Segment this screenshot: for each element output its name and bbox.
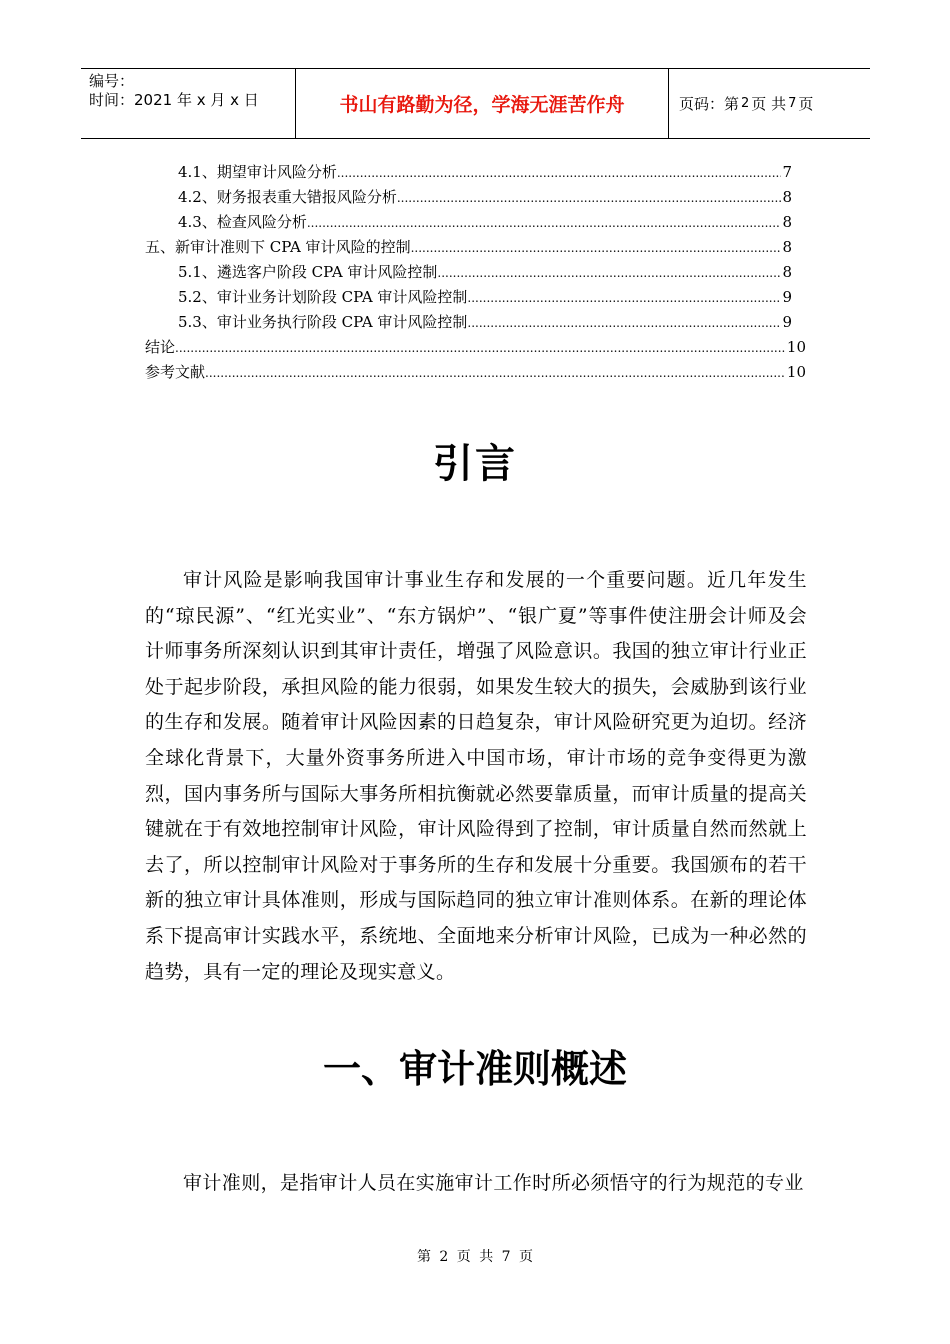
- toc-entry[interactable]: [145, 260, 806, 285]
- header-page-total: 7: [788, 96, 797, 111]
- header-date: 时间：2021 年 x 月 x 日: [89, 91, 259, 109]
- toc-entry-title: 结论: [145, 338, 176, 356]
- toc-entry-page: 8: [782, 188, 792, 206]
- toc-entry-page: 9: [782, 313, 792, 331]
- section1-paragraph: 审计准则，是指审计人员在实施审计工作时所必须悟守的行为规范的专业: [183, 1172, 804, 1194]
- toc-leader-dots: [467, 286, 781, 311]
- header-page-info: [669, 69, 870, 138]
- toc-leader-dots: [411, 236, 782, 261]
- toc-leader-dots: [397, 186, 782, 211]
- toc-entry-page: 9: [782, 288, 792, 306]
- toc-entry-page: 8: [782, 213, 792, 231]
- toc-leader-dots: [205, 361, 786, 386]
- toc-entry[interactable]: [145, 335, 806, 360]
- toc-entry[interactable]: [145, 160, 806, 185]
- toc-entry-page: 8: [782, 263, 792, 281]
- header-page-prefix: 页码：第: [679, 95, 740, 113]
- toc-entry[interactable]: [145, 360, 806, 385]
- toc-leader-dots: [467, 311, 781, 336]
- toc-entry-title: 五、新审计准则下 CPA 审计风险的控制: [145, 238, 411, 256]
- header-motto: 书山有路勤为径，学海无涯苦作舟: [296, 69, 669, 138]
- toc-entry[interactable]: [145, 235, 806, 260]
- toc-entry-title: 4.2、财务报表重大错报风险分析: [178, 188, 397, 206]
- toc-entry-title: 参考文献: [145, 363, 206, 381]
- toc-entry-title: 4.3、检查风险分析: [178, 213, 307, 231]
- toc-entry-title: 5.2、审计业务计划阶段 CPA 审计风险控制: [178, 288, 468, 306]
- toc-entry-title: 4.1、期望审计风险分析: [178, 163, 337, 181]
- header-meta: [81, 69, 296, 138]
- page-footer: 第 2 页 共 7 页: [416, 1249, 534, 1265]
- toc-leader-dots: [337, 161, 782, 186]
- header-page-suffix: 页: [798, 95, 814, 113]
- header-number-label: 编号：: [89, 72, 135, 90]
- toc-leader-dots: [307, 211, 782, 236]
- header-page-mid: 页 共: [751, 95, 787, 113]
- toc-entry-page: 10: [786, 363, 806, 381]
- toc-leader-dots: [437, 261, 781, 286]
- toc-entry-page: 10: [786, 338, 806, 356]
- toc-entry-title: 5.3、审计业务执行阶段 CPA 审计风险控制: [178, 313, 468, 331]
- toc-entry[interactable]: [145, 210, 806, 235]
- toc-entry[interactable]: [145, 285, 806, 310]
- section1-heading: 一、审计准则概述: [322, 1047, 627, 1091]
- header-page-current: 2: [741, 96, 750, 111]
- toc-entry[interactable]: [145, 310, 806, 335]
- intro-paragraph: 审计风险是影响我国审计事业生存和发展的一个重要问题。近几年发生的“琼民源”、“红光实业”、“东方锅炉”、“银广夏”等事件使注册会计师及会计师事务所深刻认识到其审计责任，增强了风险意识。我国的独立审计行业正处于起步阶段，承担风险的能力很弱，如果发生较大的损失，会威胁到该行业的生存和发展。随着审计风险因素的日趋复杂，审计风险研究更为迫切。经济全球化背景下，大量外资事务所进入中国市场，审计市场的竞争变得更为激烈，国内事务所与国际大事务所相抗衡就必然要靠质量，而审计质量的提高关键就在于有效地控制审计风险，审计风险得到了控制，审计质量自然而然就上去了，所以控制审计风险对于事务所的生存和发展十分重要。我国颁布的若干新的独立审计具体准则，形成与国际趋同的独立审计准则体系。在新的理论体系下提高审计实践水平，系统地、全面地来分析审计风险，已成为一种必然的趋势，具有一定的理论及现实意义。: [145, 569, 807, 983]
- intro-heading: 引言: [433, 441, 517, 487]
- toc-entry-page: 7: [782, 163, 792, 181]
- toc-entry-title: 5.1、遴选客户阶段 CPA 审计风险控制: [178, 263, 438, 281]
- toc-entry-page: 8: [782, 238, 792, 256]
- toc-leader-dots: [175, 336, 786, 361]
- toc-entry[interactable]: [145, 185, 806, 210]
- table-of-contents: [145, 160, 806, 385]
- page-header: [81, 68, 870, 139]
